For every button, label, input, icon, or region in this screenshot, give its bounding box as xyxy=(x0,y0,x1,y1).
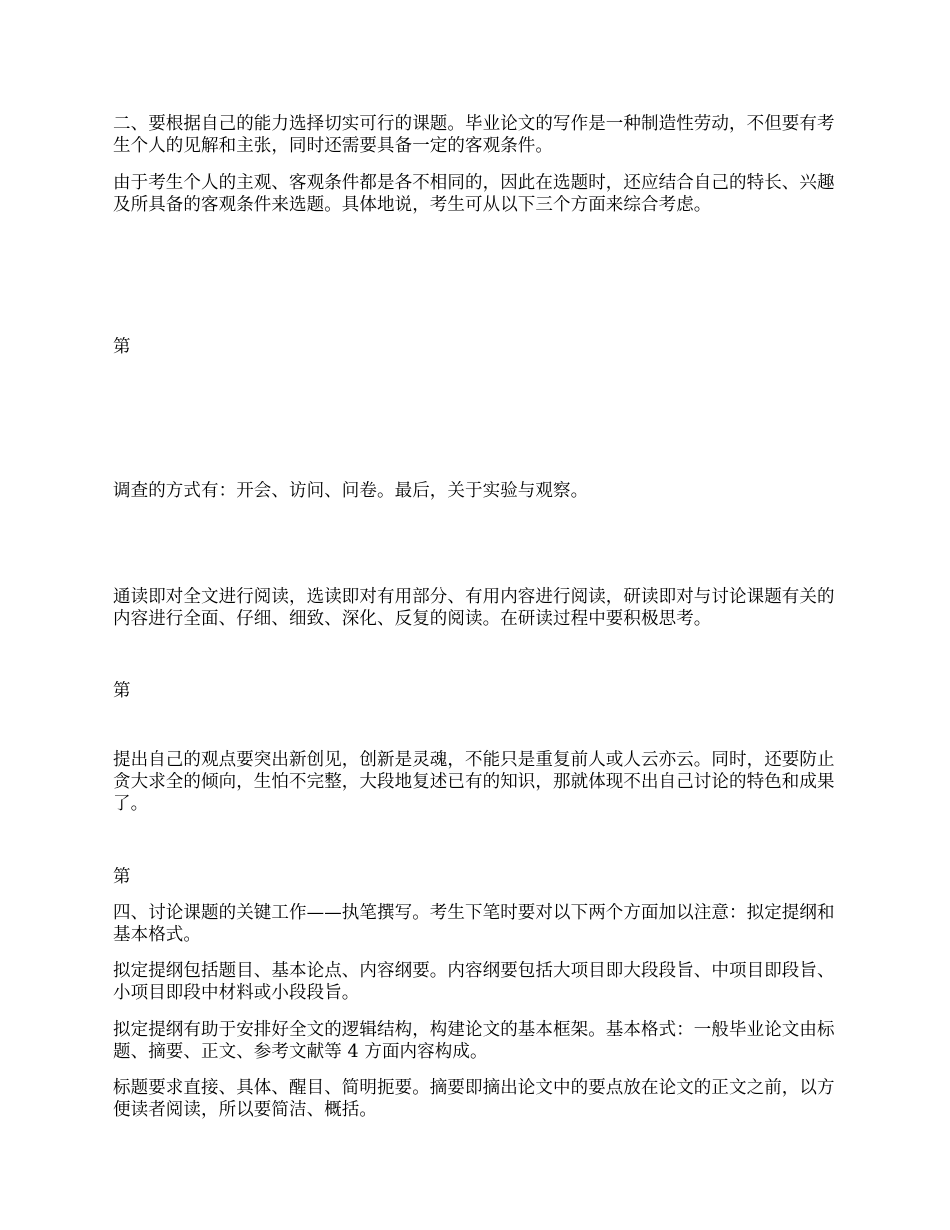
paragraph-marker-1: 第 xyxy=(113,337,131,357)
paragraph-reading-methods: 通读即对全文进行阅读，选读即对有用部分、有用内容进行阅读，研读即对与讨论课题有关的内容进行全面、仔细、细致、深化、反复的阅读。在研读过程中要积极思考。 xyxy=(113,587,835,629)
paragraph-choose-topic: 二、要根据自己的能力选择切实可行的课题。毕业论文的写作是一种制造性劳动，不但要有考生个人的见解和主张，同时还需要具备一定的客观条件。 xyxy=(113,114,835,156)
paragraph-format: 拟定提纲有助于安排好全文的逻辑结构，构建论文的基本框架。基本格式：一般毕业论文由标题、摘要、正文、参考文献等 4 方面内容构成。 xyxy=(113,1020,835,1062)
paragraph-title-abstract: 标题要求直接、具体、醒目、简明扼要。摘要即摘出论文中的要点放在论文的正文之前，以方便读者阅读，所以要简洁、概括。 xyxy=(113,1078,835,1120)
paragraph-marker-2: 第 xyxy=(113,681,131,701)
paragraph-outline: 拟定提纲包括题目、基本论点、内容纲要。内容纲要包括大项目即大段段旨、中项目即段旨、小项目即段中材料或小段段旨。 xyxy=(113,961,835,1003)
paragraph-writing-key: 四、讨论课题的关键工作——执笔撰写。考生下笔时要对以下两个方面加以注意：拟定提纲和基本格式。 xyxy=(113,903,835,945)
paragraph-marker-3: 第 xyxy=(113,867,131,887)
paragraph-survey-methods: 调查的方式有：开会、访问、问卷。最后，关于实验与观察。 xyxy=(113,481,589,501)
paragraph-innovation: 提出自己的观点要突出新创见，创新是灵魂，不能只是重复前人或人云亦云。同时，还要防止贪大求全的倾向，生怕不完整，大段地复述已有的知识，那就体现不出自己讨论的特色和成果了。 xyxy=(113,750,835,814)
paragraph-personal-conditions: 由于考生个人的主观、客观条件都是各不相同的，因此在选题时，还应结合自己的特长、兴趣及所具备的客观条件来选题。具体地说，考生可从以下三个方面来综合考虑。 xyxy=(113,173,835,215)
